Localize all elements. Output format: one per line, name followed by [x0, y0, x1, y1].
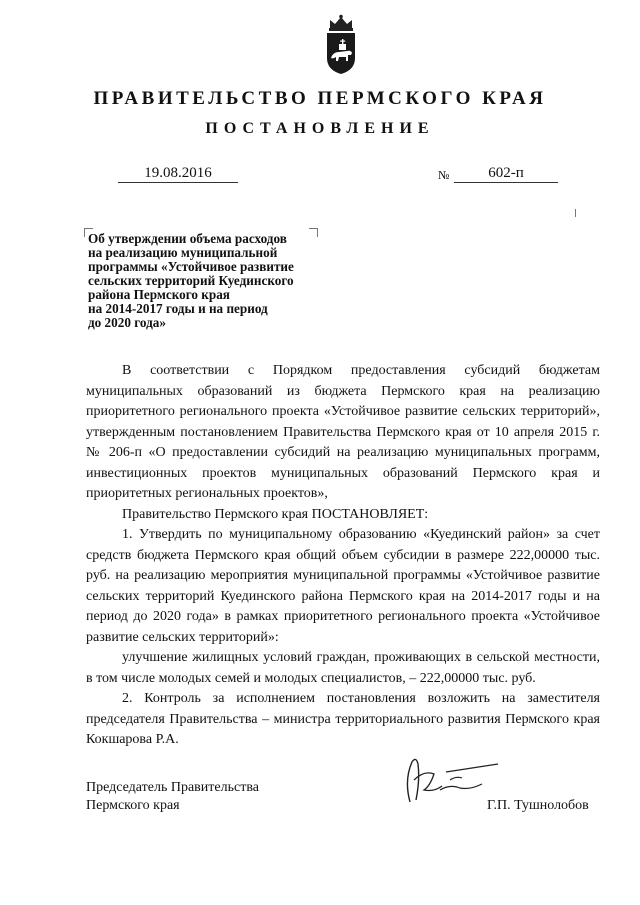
- body-paragraph: 1. Утвердить по муниципальному образованию «Куединский район» за счет средств бюджета Пермского края общий объем субсидии в размере 222,00000 тыс. руб. на реализацию мероприятия муниципальной программы «Устойчивое развитие сельских территорий Куединского района Пермского края на 2014-2017 годы и на период до 2020 года» в рамках приоритетного регионального проекта «Устойчивое развитие сельских территорий»:: [86, 527, 600, 645]
- number-sign: №: [438, 168, 450, 182]
- document-body: [86, 361, 600, 751]
- signer-title-line: Пермского края: [86, 798, 180, 813]
- subject-line: района Пермского края: [88, 287, 230, 302]
- subject-line: до 2020 года»: [88, 315, 166, 330]
- document-number: 602-п: [454, 164, 558, 183]
- signer-name: Г.П. Тушнолобов: [487, 798, 589, 813]
- subject-line: сельских территорий Куединского: [88, 273, 294, 288]
- margin-mark: [575, 209, 576, 217]
- subject-line: Об утверждении объема расходов: [88, 231, 287, 246]
- body-paragraph: улучшение жилищных условий граждан, проживающих в сельской местности, в том числе молодых семей и молодых специалистов, – 222,00000 тыс. руб.: [86, 650, 600, 686]
- document-subject: [88, 232, 338, 330]
- subject-line: на реализацию муниципальной: [88, 245, 278, 260]
- document-date: 19.08.2016: [118, 164, 238, 183]
- body-paragraph: Правительство Пермского края ПОСТАНОВЛЯЕТ:: [122, 506, 429, 522]
- document-type: ПОСТАНОВЛЕНИЕ: [205, 120, 435, 137]
- government-title: ПРАВИТЕЛЬСТВО ПЕРМСКОГО КРАЯ: [93, 88, 547, 109]
- body-paragraph: 2. Контроль за исполнением постановления возложить на заместителя председателя Правительства – министра территориального развития Пермского края Кокшарова Р.А.: [86, 691, 600, 747]
- body-paragraph: В соответствии с Порядком предоставления субсидий бюджетам муниципальных образований из бюджета Пермского края на реализацию приоритетного регионального проекта «Устойчивое развитие сельских территорий», утвержденным постановлением Правительства Пермского края от 10 апреля 2015 г. № 206-п «О предоставлении субсидий на реализацию муниципальных программ, инвестиционных проектов муниципальных образований Пермского края и приоритетных региональных проектов»,: [86, 363, 600, 501]
- signer-title-line: Председатель Правительства: [86, 780, 259, 795]
- signer-title: [86, 779, 259, 815]
- coat-of-arms-icon: [321, 14, 361, 76]
- subject-line: программы «Устойчивое развитие: [88, 259, 294, 274]
- subject-line: на 2014-2017 годы и на период: [88, 301, 268, 316]
